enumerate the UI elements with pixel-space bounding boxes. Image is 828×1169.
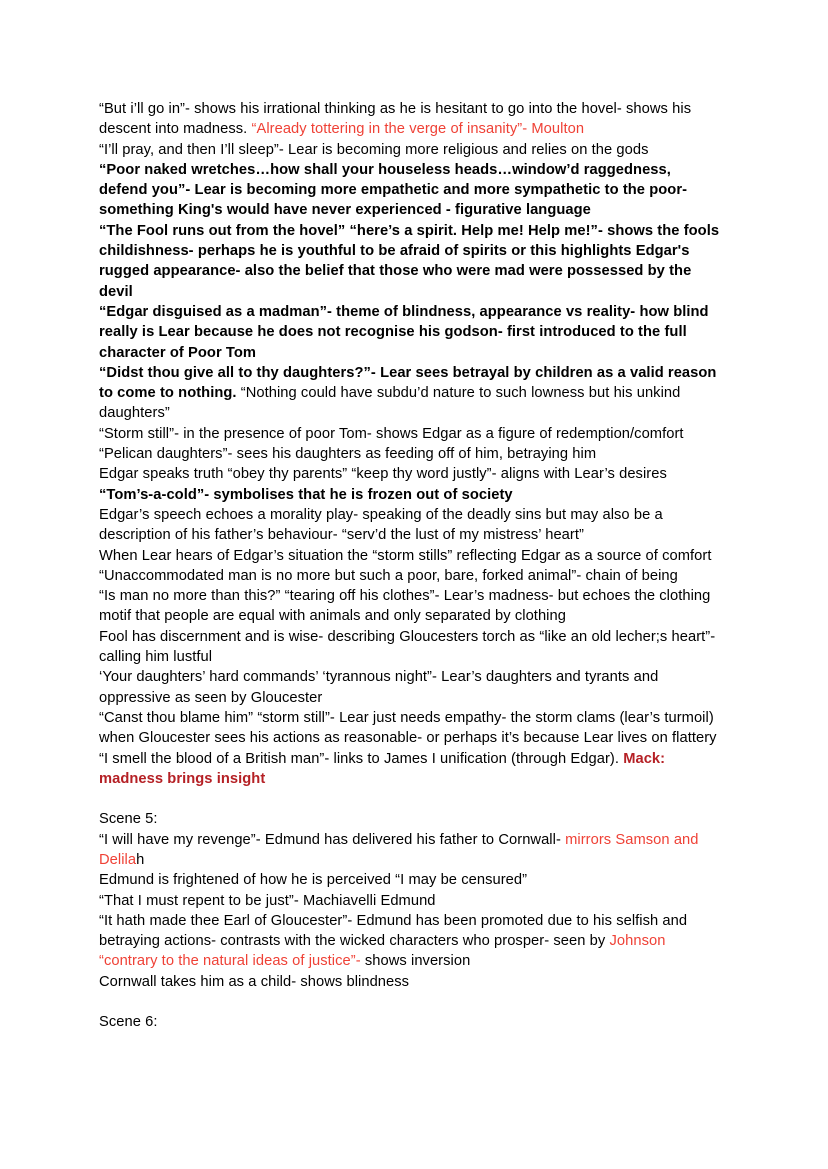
line-your-daughters-hard-commands xyxy=(99,667,723,708)
line-that-i-must-repent xyxy=(99,891,723,911)
line-edmund-frightened xyxy=(99,870,723,890)
line-canst-thou-blame-him-run-0: “Canst thou blame him” “storm still”- Lear just needs empathy- the storm clams (lear’s turmoil) when Gloucester sees his actions as reasonable- or perhaps it’s because Lear lives on flattery xyxy=(99,709,717,747)
line-unaccommodated-man xyxy=(99,566,723,586)
line-scene-5-heading-run-0: Scene 5: xyxy=(99,811,158,828)
line-scene-6-heading xyxy=(99,1012,723,1032)
line-fool-runs-out xyxy=(99,221,723,302)
line-but-ill-go-in-run-1: “Already tottering in the verge of insanity”- Moulton xyxy=(251,121,585,138)
block-spacer-2 xyxy=(99,992,723,1012)
line-didst-thou-give-all-run-0: “Didst thou give all to thy daughters?”- Lear sees betrayal by children as a valid reason to come to nothing. xyxy=(99,364,717,402)
line-ill-pray-run-0: “I’ll pray, and then I’ll sleep”- Lear is becoming more religious and relies on the gods xyxy=(99,141,649,158)
line-blank-2 xyxy=(99,992,723,1012)
line-edgar-disguised xyxy=(99,302,723,363)
line-fool-discernment-run-0: Fool has discernment and is wise- describing Gloucesters torch as “like an old lecher;s heart”- calling him lustful xyxy=(99,628,716,666)
line-ill-pray xyxy=(99,140,723,160)
line-cornwall-takes-him-run-0: Cornwall takes him as a child- shows blindness xyxy=(99,973,410,990)
line-poor-naked-wretches xyxy=(99,160,723,221)
line-scene-6-heading-run-0: Scene 6: xyxy=(99,1014,158,1031)
line-edmund-frightened-run-0: Edmund is frightened of how he is perceived “I may be censured” xyxy=(99,872,528,889)
line-edgar-disguised-run-0: “Edgar disguised as a madman”- theme of blindness, appearance vs reality- how blind really is Lear because he does not recognise his godson- first introduced to the full character of Poor Tom xyxy=(99,303,709,361)
line-fool-runs-out-run-0: “The Fool runs out from the hovel” “here’s a spirit. Help me! Help me!”- shows the fools childishness- perhaps he is youthful to be afraid of spirits or this highlights Edgar's rugged appearance- also the belief that those who were mad were possessed by the devil xyxy=(99,222,720,300)
line-that-i-must-repent-run-0: “That I must repent to be just”- Machiavelli Edmund xyxy=(99,892,436,909)
line-but-ill-go-in xyxy=(99,99,723,140)
line-edgar-speaks-truth xyxy=(99,464,723,484)
line-canst-thou-blame-him xyxy=(99,708,723,749)
line-it-hath-made-thee-earl-run-1: Johnson “contrary to the natural ideas of justice”- xyxy=(99,933,666,970)
block-spacer-1 xyxy=(99,789,723,809)
line-it-hath-made-thee-earl xyxy=(99,911,723,972)
line-storm-still-run-0: “Storm still”- in the presence of poor Tom- shows Edgar as a figure of redemption/comfort xyxy=(99,425,684,442)
line-morality-play-run-0: Edgar’s speech echoes a morality play- speaking of the deadly sins but may also be a description of his father’s behaviour- “serv’d the lust of my mistress’ heart” xyxy=(99,506,663,544)
line-didst-thou-give-all xyxy=(99,363,723,424)
line-unaccommodated-man-run-0: “Unaccommodated man is no more but such a poor, bare, forked animal”- chain of being xyxy=(99,567,678,584)
line-storm-stills-run-0: When Lear hears of Edgar’s situation the “storm stills” reflecting Edgar as a source of comfort xyxy=(99,547,712,564)
line-is-man-no-more-run-0: “Is man no more than this?” “tearing off his clothes”- Lear’s madness- but echoes the clothing motif that people are equal with animals and only separated by clothing xyxy=(99,588,711,625)
line-pelican-daughters-run-0: “Pelican daughters”- sees his daughters as feeding off of him, betraying him xyxy=(99,446,597,463)
line-edgar-speaks-truth-run-0: Edgar speaks truth “obey thy parents” “keep thy word justly”- aligns with Lear’s desires xyxy=(99,466,667,483)
line-blank-1 xyxy=(99,789,723,809)
line-storm-still xyxy=(99,424,723,444)
line-cornwall-takes-him xyxy=(99,972,723,992)
line-toms-a-cold xyxy=(99,485,723,505)
block-act3-scene4 xyxy=(99,99,723,789)
block-scene5 xyxy=(99,809,723,992)
line-scene-5-heading xyxy=(99,809,723,829)
line-toms-a-cold-run-0: “Tom’s-a-cold”- symbolises that he is frozen out of society xyxy=(99,486,513,503)
line-didst-thou-give-all-run-1: “Nothing could have subdu’d nature to such lowness but his unkind daughters” xyxy=(99,385,681,422)
line-it-hath-made-thee-earl-run-2: shows inversion xyxy=(360,953,471,970)
line-pelican-daughters xyxy=(99,444,723,464)
line-fool-discernment xyxy=(99,627,723,668)
line-is-man-no-more xyxy=(99,586,723,627)
line-it-hath-made-thee-earl-run-0: “It hath made thee Earl of Gloucester”- Edmund has been promoted due to his selfish and betraying actions- contrasts with the wicked characters who prosper- seen by xyxy=(99,912,688,950)
line-your-daughters-hard-commands-run-0: ‘Your daughters’ hard commands’ ‘tyrannous night”- Lear’s daughters and tyrants and oppressive as seen by Gloucester xyxy=(99,669,659,706)
line-i-will-have-my-revenge xyxy=(99,830,723,871)
block-scene6 xyxy=(99,1012,723,1032)
line-smell-blood-british-man xyxy=(99,749,723,790)
line-but-ill-go-in-run-0: “But i’ll go in”- shows his irrational thinking as he is hesitant to go into the hovel- shows his descent into madness. xyxy=(99,101,692,138)
line-morality-play xyxy=(99,505,723,546)
line-storm-stills xyxy=(99,546,723,566)
line-i-will-have-my-revenge-run-0: “I will have my revenge”- Edmund has delivered his father to Cornwall- xyxy=(99,831,566,848)
line-smell-blood-british-man-run-0: “I smell the blood of a British man”- links to James I unification (through Edgar). xyxy=(99,750,624,767)
line-i-will-have-my-revenge-run-1: mirrors Samson and Delila xyxy=(99,831,699,868)
line-smell-blood-british-man-run-1: Mack: madness brings insight xyxy=(99,750,666,787)
line-i-will-have-my-revenge-run-2: h xyxy=(136,851,145,868)
document-text-body xyxy=(99,99,723,1033)
line-poor-naked-wretches-run-0: “Poor naked wretches…how shall your houseless heads…window’d raggedness, defend you”- Lear is becoming more empathetic and more sympathetic to the poor- something King's would have never experienced - figurative language xyxy=(99,161,688,219)
